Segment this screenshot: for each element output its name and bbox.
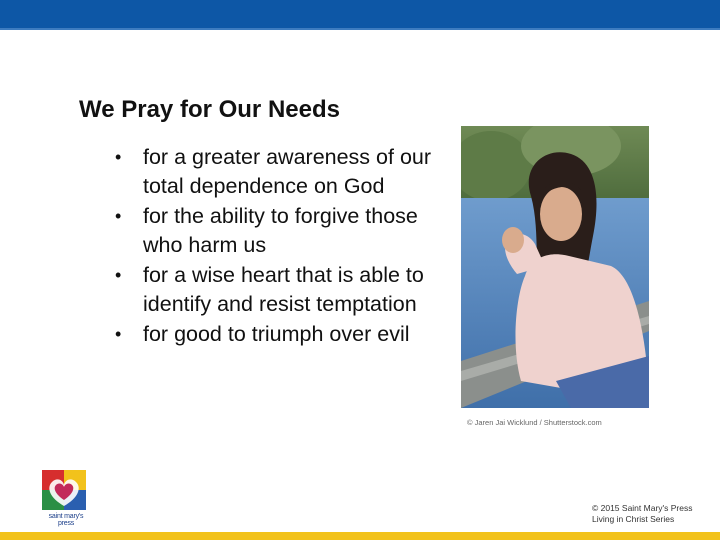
copyright-notice: [592, 503, 692, 525]
series-line: Living in Christ Series: [592, 514, 675, 524]
top-banner-bar: [0, 0, 720, 28]
bullet-item: • for the ability to forgive those who harm us: [115, 202, 455, 259]
copyright-line: © 2015 Saint Mary's Press: [592, 503, 693, 513]
bullet-item: • for good to triumph over evil: [115, 320, 455, 349]
photo-credit: © Jaren Jai Wicklund / Shutterstock.com: [467, 418, 602, 427]
slide-title: We Pray for Our Needs: [79, 96, 340, 123]
logo-wordmark: saint mary's press: [48, 513, 84, 527]
bullet-item: • for a greater awareness of our total dependence on God: [115, 143, 455, 200]
top-banner-line: [0, 28, 720, 30]
praying-girl-photo: [461, 126, 649, 408]
bullet-item: • for a wise heart that is able to identify and resist temptation: [115, 261, 455, 318]
bottom-accent-bar: [0, 532, 720, 540]
bullet-list: [115, 143, 455, 351]
